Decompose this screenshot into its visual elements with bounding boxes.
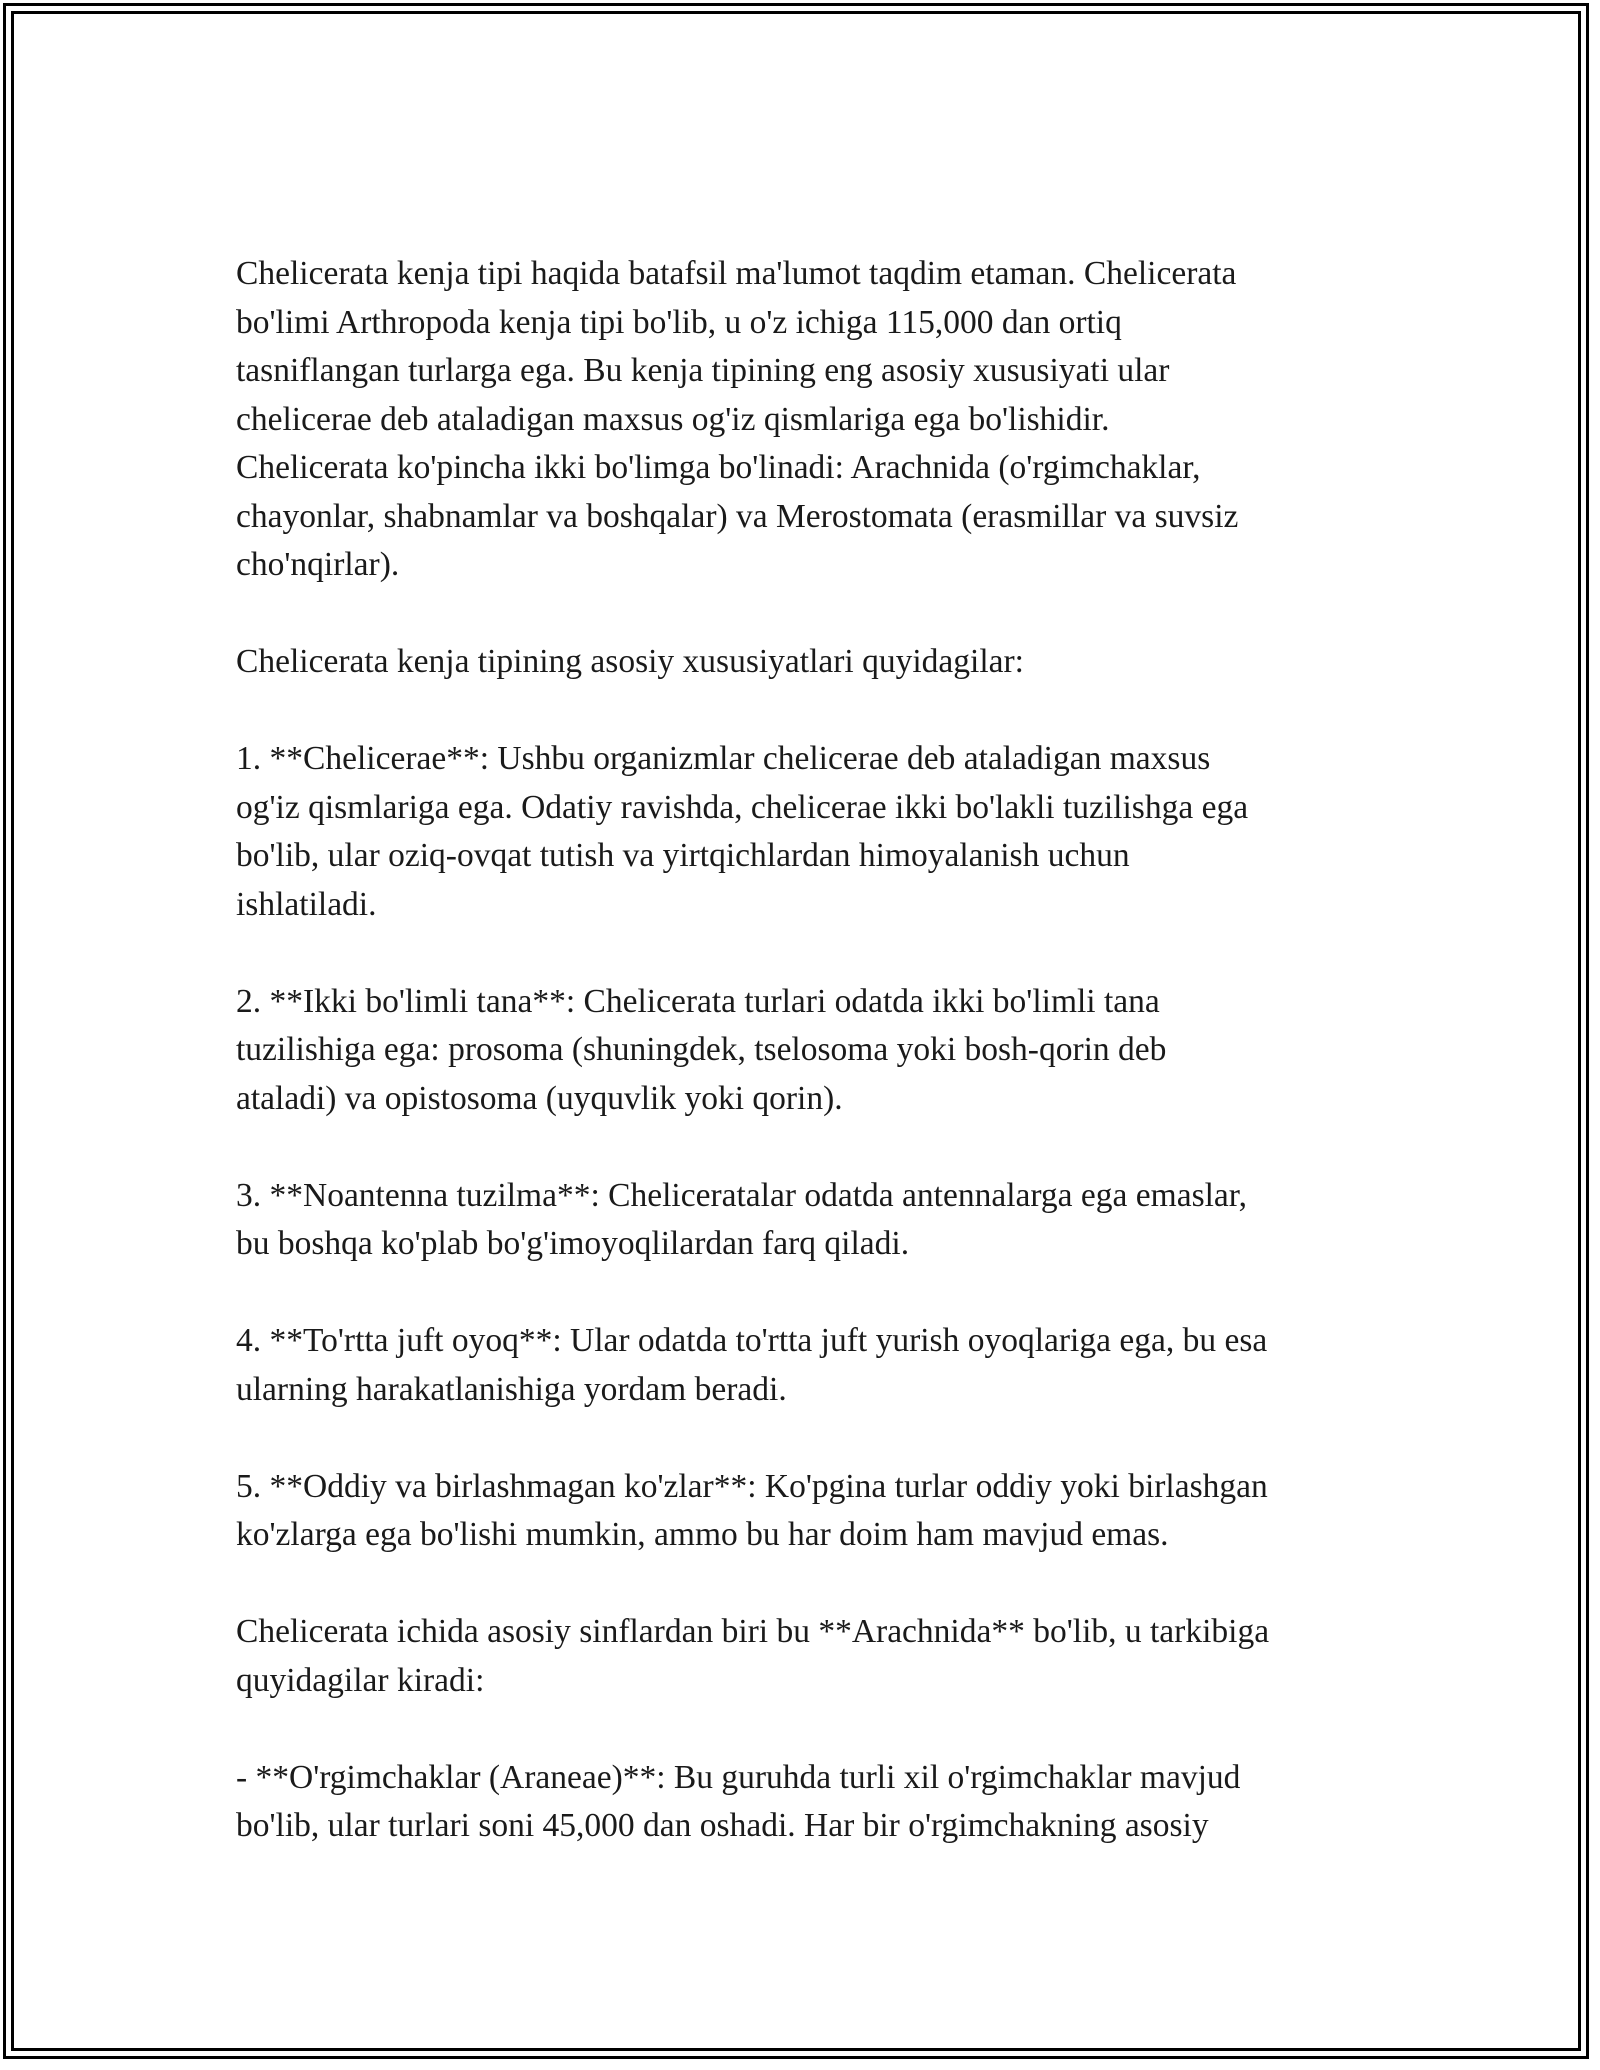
list-item-two-part-body: 2. **Ikki bo'limli tana**: Chelicerata turlari odatda ikki bo'limli tana tuzilishiga ega: prosoma (shuningdek, tselosoma yoki bosh-qorin deb ataladi) va opistosoma (uyquvlik yoki qorin). — [236, 982, 1167, 1117]
paragraph-features-heading: Chelicerata kenja tipining asosiy xususiyatlari quyidagilar: — [236, 643, 1024, 680]
list-item-four-pairs-legs: 4. **To'rtta juft oyoq**: Ular odatda to'rtta juft yurish oyoqlariga ega, bu esa ularning harakatlanishiga yordam beradi. — [236, 1322, 1268, 1408]
paragraph-arachnida: Chelicerata ichida asosiy sinflardan biri bu **Arachnida** bo'lib, u tarkibiga quyidagilar kiradi: — [236, 1613, 1270, 1699]
document-body — [236, 250, 1376, 1851]
list-item-chelicerae: 1. **Chelicerae**: Ushbu organizmlar chelicerae deb ataladigan maxsus og'iz qismlariga ega. Odatiy ravishda, chelicerae ikki bo'lakli tuzilishga ega bo'lib, ular oziq-ovqat tutish va yirtqichlardan himoyalanish uchun ishlatiladi. — [236, 740, 1249, 923]
list-item-no-antenna: 3. **Noantenna tuzilma**: Cheliceratalar odatda antennalarga ega emaslar, bu boshqa ko'plab bo'g'imoyoqlilardan farq qiladi. — [236, 1176, 1247, 1262]
list-item-spiders: - **O'rgimchaklar (Araneae)**: Bu guruhda turli xil o'rgimchaklar mavjud bo'lib, ular turlari soni 45,000 dan oshadi. Har bir o'rgimchakning asosiy — [236, 1758, 1241, 1844]
paragraph-intro: Chelicerata kenja tipi haqida batafsil ma'lumot taqdim etaman. Chelicerata bo'limi Arthropoda kenja tipi bo'lib, u o'z ichiga 115,000 dan ortiq tasniflangan turlarga ega. Bu kenja tipining eng asosiy xususiyati ular chelicerae deb ataladigan maxsus og'iz qismlariga ega bo'lishidir. Chelicerata ko'pincha ikki bo'limga bo'linadi: Arachnida (o'rgimchaklar, chayonlar, shabnamlar va boshqalar) va Merostomata (erasmillar va suvsiz cho'nqirlar). — [236, 255, 1239, 583]
list-item-simple-eyes: 5. **Oddiy va birlashmagan ko'zlar**: Ko'pgina turlar oddiy yoki birlashgan ko'zlarga ega bo'lishi mumkin, ammo bu har doim ham mavjud emas. — [236, 1467, 1268, 1553]
